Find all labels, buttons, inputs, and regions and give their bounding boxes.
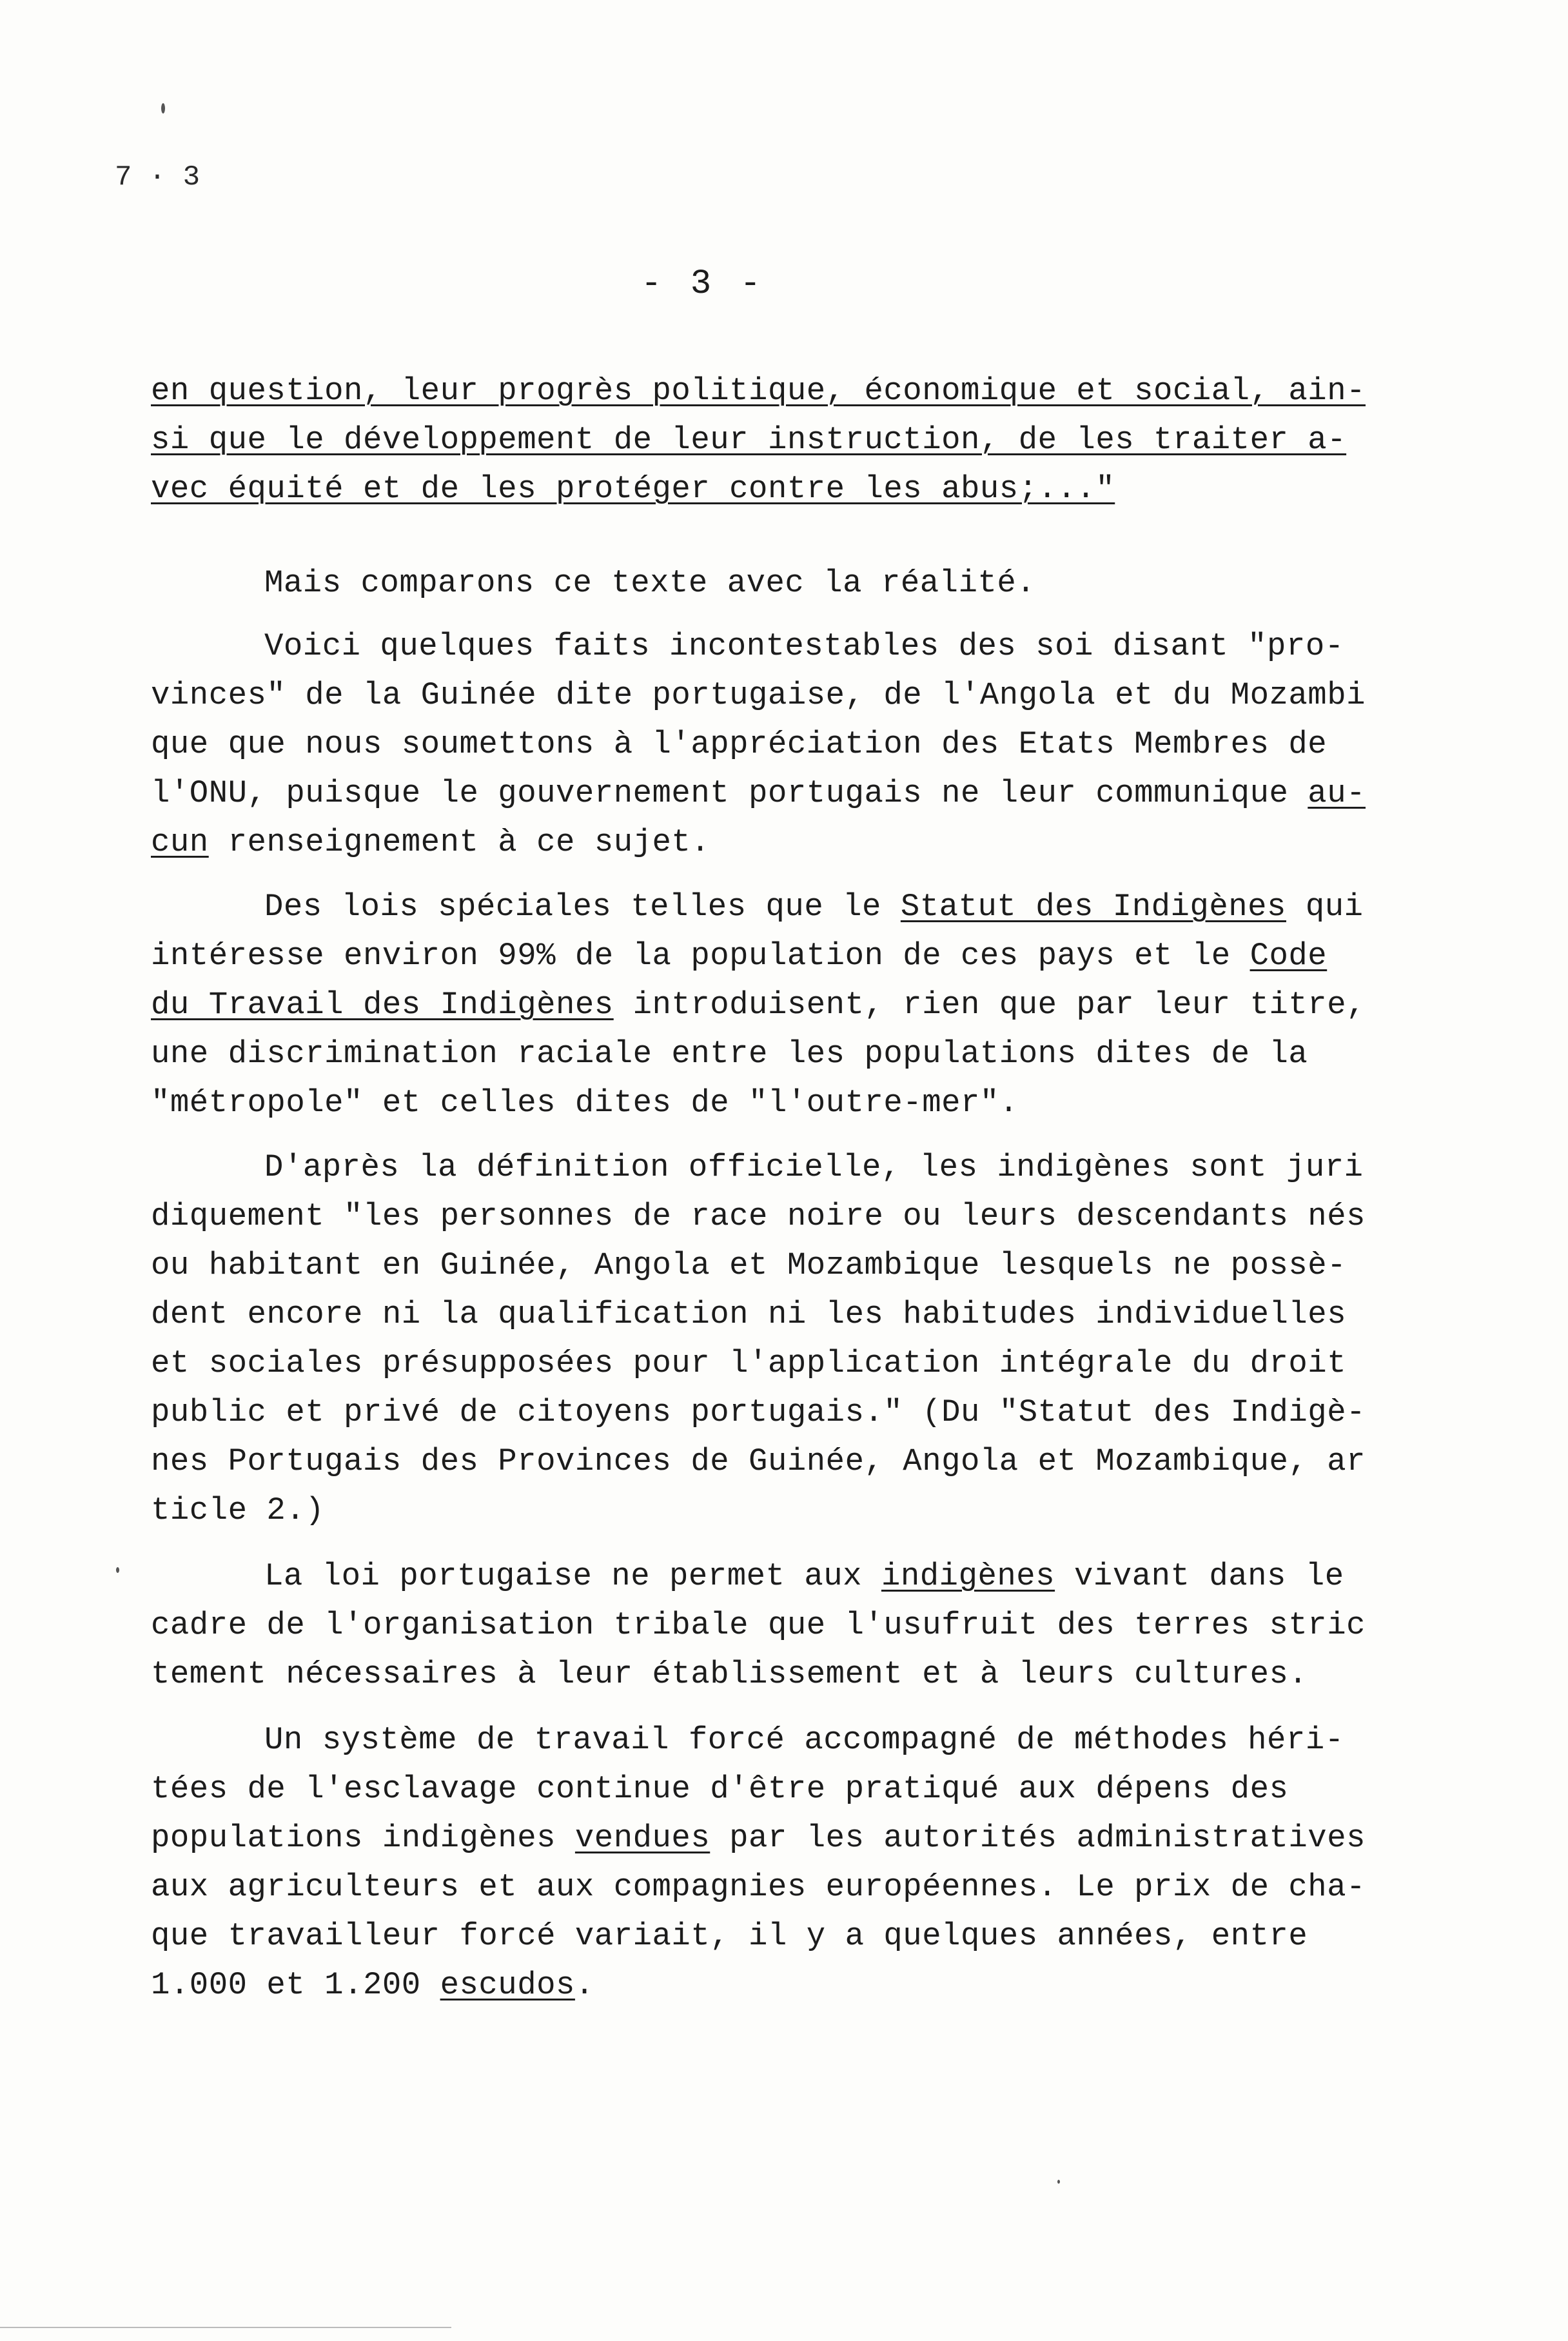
text-run: l'ONU, puisque le gouvernement portugais ne leur communique: [151, 775, 1308, 811]
text-run: intéresse environ 99% de la population de ces pays et le: [151, 938, 1250, 974]
scan-edge: [0, 2327, 451, 2328]
paragraph-line: que travailleur forcé variait, il y a quelques années, entre: [151, 1918, 1308, 1954]
scan-speck: [161, 103, 165, 114]
underlined-text: cun: [151, 824, 209, 860]
paragraph-line: [264, 1552, 1344, 1601]
paragraph-line: et sociales présupposées pour l'application intégrale du droit: [151, 1345, 1347, 1381]
underlined-text: Statut des Indigènes: [900, 889, 1286, 925]
text-run: introduisent, rien que par leur titre,: [613, 987, 1366, 1023]
paragraph-line: D'après la définition officielle, les indigènes sont juri: [264, 1149, 1364, 1185]
paragraph-line: Voici quelques faits incontestables des soi disant "pro-: [264, 628, 1344, 664]
paragraph-line: vinces" de la Guinée dite portugaise, de l'Angola et du Mozambi: [151, 677, 1366, 713]
text-run: La loi portugaise ne permet aux: [264, 1558, 881, 1594]
underlined-text: au-: [1308, 775, 1366, 811]
paragraph-line: aux agriculteurs et aux compagnies européennes. Le prix de cha-: [151, 1869, 1366, 1905]
page-number: - 3 -: [640, 264, 765, 304]
paragraph-line: tées de l'esclavage continue d'être pratiqué aux dépens des: [151, 1771, 1289, 1807]
underlined-text: indigènes: [881, 1558, 1055, 1594]
underlined-text: escudos: [440, 1967, 575, 2003]
text-run: par les autorités administratives: [710, 1820, 1366, 1856]
paragraph-line: Mais comparons ce texte avec la réalité.: [264, 565, 1036, 601]
underlined-text: du Travail des Indigènes: [151, 987, 614, 1023]
scan-speck: [1057, 2180, 1060, 2184]
paragraph-line: dent encore ni la qualification ni les habitudes individuelles: [151, 1296, 1347, 1332]
paragraph-line: ou habitant en Guinée, Angola et Mozambique lesquels ne possè-: [151, 1247, 1347, 1283]
paragraph-line: [151, 818, 710, 867]
underlined-text: Code: [1250, 938, 1328, 974]
text-run: 1.000 et 1.200: [151, 1967, 440, 2003]
paragraph-line: [151, 769, 1366, 818]
paragraph-line: que que nous soumettons à l'appréciation des Etats Membres de: [151, 726, 1328, 762]
paragraph-line: public et privé de citoyens portugais." (Du "Statut des Indigè-: [151, 1394, 1366, 1430]
text-run: .: [574, 1967, 594, 2003]
paragraph-line: [151, 931, 1327, 980]
paragraph-line: [151, 1813, 1366, 1862]
quote-line: en question, leur progrès politique, économique et social, ain-: [151, 373, 1366, 409]
paragraph-line: nes Portugais des Provinces de Guinée, Angola et Mozambique, ar: [151, 1443, 1366, 1479]
text-run: qui: [1286, 889, 1364, 925]
paragraph-line: "métropole" et celles dites de "l'outre-mer".: [151, 1085, 1019, 1121]
text-run: Des lois spéciales telles que le: [264, 889, 901, 925]
text-run: vivant dans le: [1055, 1558, 1344, 1594]
scan-speck: [116, 1567, 119, 1573]
paragraph-line: [151, 980, 1366, 1029]
paragraph-line: [264, 882, 1364, 931]
quote-line: vec équité et de les protéger contre les abus;...": [151, 471, 1115, 507]
corner-mark: 7 · 3: [115, 161, 201, 193]
paragraph-line: tement nécessaires à leur établissement et à leurs cultures.: [151, 1656, 1308, 1692]
paragraph-line: ticle 2.): [151, 1492, 325, 1528]
text-run: populations indigènes: [151, 1820, 575, 1856]
paragraph-line: Un système de travail forcé accompagné de méthodes héri-: [264, 1722, 1344, 1758]
text-run: renseignement à ce sujet.: [208, 824, 710, 860]
underlined-text: vendues: [574, 1820, 710, 1856]
paragraph-line: [151, 1961, 594, 2010]
quote-line: si que le développement de leur instruction, de les traiter a-: [151, 422, 1347, 458]
paragraph-line: diquement "les personnes de race noire ou leurs descendants nés: [151, 1198, 1366, 1234]
paragraph-line: cadre de l'organisation tribale que l'usufruit des terres stric: [151, 1607, 1366, 1643]
paragraph-line: une discrimination raciale entre les populations dites de la: [151, 1036, 1308, 1072]
